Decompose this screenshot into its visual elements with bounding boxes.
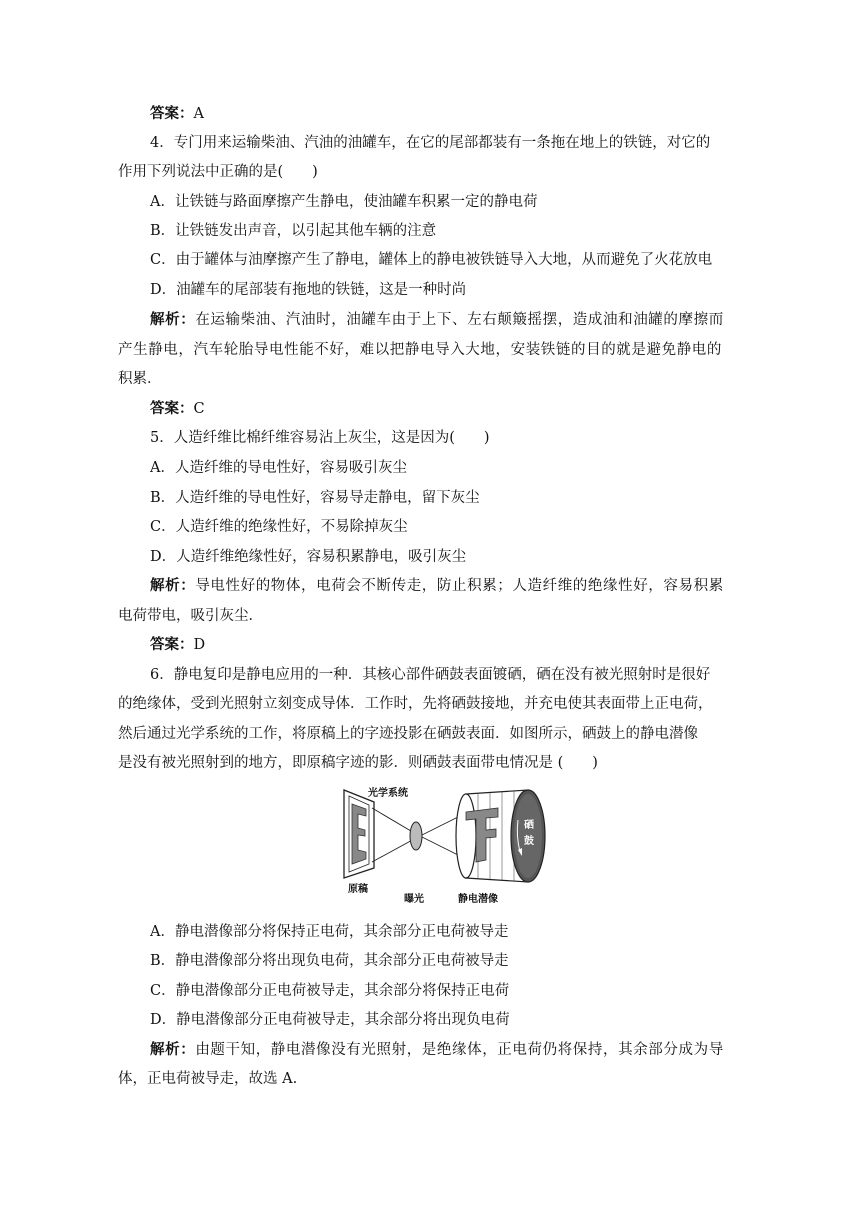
label-drum-2: 鼓 bbox=[524, 836, 534, 847]
q4-answer bbox=[150, 399, 205, 419]
q4-stem-line1: 4．专门用来运输柴油、汽油的油罐车，在它的尾部都装有一条拖在地上的铁链，对它的 bbox=[150, 135, 711, 151]
answer-label: 答案： bbox=[150, 400, 194, 417]
q6-option-a: A．静电潜像部分将保持正电荷，其余部分正电荷被导走 bbox=[150, 924, 509, 940]
q4-stem-line2: 作用下列说法中正确的是( ) bbox=[118, 164, 318, 180]
analysis-label: 解析： bbox=[150, 311, 196, 328]
q6-stem-line2: 的绝缘体，受到光照射立刻变成导体．工作时，先将硒鼓接地，并充电使其表面带上正电荷， bbox=[118, 696, 713, 712]
q6-option-c: C．静电潜像部分正电荷被导走，其余部分将保持正电荷 bbox=[150, 983, 510, 999]
q6-analysis-line2: 体，正电荷被导走，故选 A. bbox=[118, 1071, 298, 1087]
q4-analysis-line1 bbox=[150, 310, 724, 330]
analysis-text: 由题干知，静电潜像没有光照射，是绝缘体，正电荷仍将保持，其余部分成为导 bbox=[195, 1042, 724, 1058]
label-optics: 光学系统 bbox=[368, 788, 408, 799]
analysis-label: 解析： bbox=[150, 1041, 196, 1058]
answer-label: 答案： bbox=[150, 636, 194, 653]
q5-analysis-line2: 电荷带电，吸引灰尘． bbox=[118, 608, 263, 624]
q4-option-b: B．让铁链发出声音，以引起其他车辆的注意 bbox=[150, 223, 437, 239]
analysis-text: 在运输柴油、汽油时，油罐车由于上下、左右颠簸摇摆，造成油和油罐的摩擦而 bbox=[195, 312, 724, 328]
q3-answer bbox=[150, 104, 204, 124]
q5-answer bbox=[150, 635, 205, 655]
q6-option-b: B．静电潜像部分将出现负电荷，其余部分正电荷被导走 bbox=[150, 953, 509, 969]
lens-icon bbox=[410, 822, 422, 850]
q4-option-c: C．由于罐体与油摩擦产生了静电，罐体上的静电被铁链导入大地，从而避免了火花放电 bbox=[150, 252, 713, 268]
xerography-figure bbox=[338, 786, 552, 905]
label-exposure: 曝光 bbox=[404, 894, 424, 905]
analysis-label: 解析： bbox=[150, 577, 196, 594]
q6-option-d: D．静电潜像部分正电荷被导走，其余部分将出现负电荷 bbox=[150, 1012, 510, 1028]
label-latent-image: 静电潜像 bbox=[458, 894, 498, 905]
q6-analysis-line1 bbox=[150, 1040, 724, 1060]
answer-label: 答案： bbox=[150, 105, 194, 122]
answer-value: A bbox=[193, 106, 204, 122]
q4-analysis-line2: 产生静电，汽车轮胎导电性能不好，难以把静电导入大地，安装铁链的目的就是避免静电的 bbox=[118, 342, 722, 358]
q6-stem-line1: 6．静电复印是静电应用的一种．其核心部件硒鼓表面镀硒，硒在没有被光照射时是很好 bbox=[150, 667, 711, 683]
original-document bbox=[344, 790, 374, 878]
analysis-text: 导电性好的物体，电荷会不断传走，防止积累；人造纤维的绝缘性好，容易积累 bbox=[195, 578, 724, 594]
q6-stem-line4: 是没有被光照射到的地方，即原稿字迹的影．则硒鼓表面带电情况是 ( ) bbox=[118, 755, 598, 771]
q5-option-b: B．人造纤维的导电性好，容易导走静电，留下灰尘 bbox=[150, 490, 480, 506]
q5-option-a: A．人造纤维的导电性好，容易吸引灰尘 bbox=[150, 460, 407, 476]
answer-value: C bbox=[193, 401, 205, 417]
q4-option-d: D．油罐车的尾部装有拖地的铁链，这是一种时尚 bbox=[150, 282, 467, 298]
q5-stem: 5．人造纤维比棉纤维容易沾上灰尘，这是因为( ) bbox=[150, 430, 490, 446]
label-original: 原稿 bbox=[348, 884, 368, 895]
xerography-diagram bbox=[338, 786, 552, 886]
answer-value: D bbox=[193, 637, 206, 653]
label-drum-1: 硒 bbox=[524, 820, 534, 831]
q5-analysis-line1 bbox=[150, 576, 724, 596]
q4-option-a: A．让铁链与路面摩擦产生静电，使油罐车积累一定的静电荷 bbox=[150, 194, 538, 210]
q6-stem-line3: 然后通过光学系统的工作，将原稿上的字迹投影在硒鼓表面．如图所示，硒鼓上的静电潜像 bbox=[118, 726, 698, 742]
q5-option-d: D．人造纤维绝缘性好，容易积累静电，吸引灰尘 bbox=[150, 549, 467, 565]
q5-option-c: C．人造纤维的绝缘性好，不易除掉灰尘 bbox=[150, 519, 408, 535]
q4-analysis-line3: 积累． bbox=[118, 371, 162, 387]
